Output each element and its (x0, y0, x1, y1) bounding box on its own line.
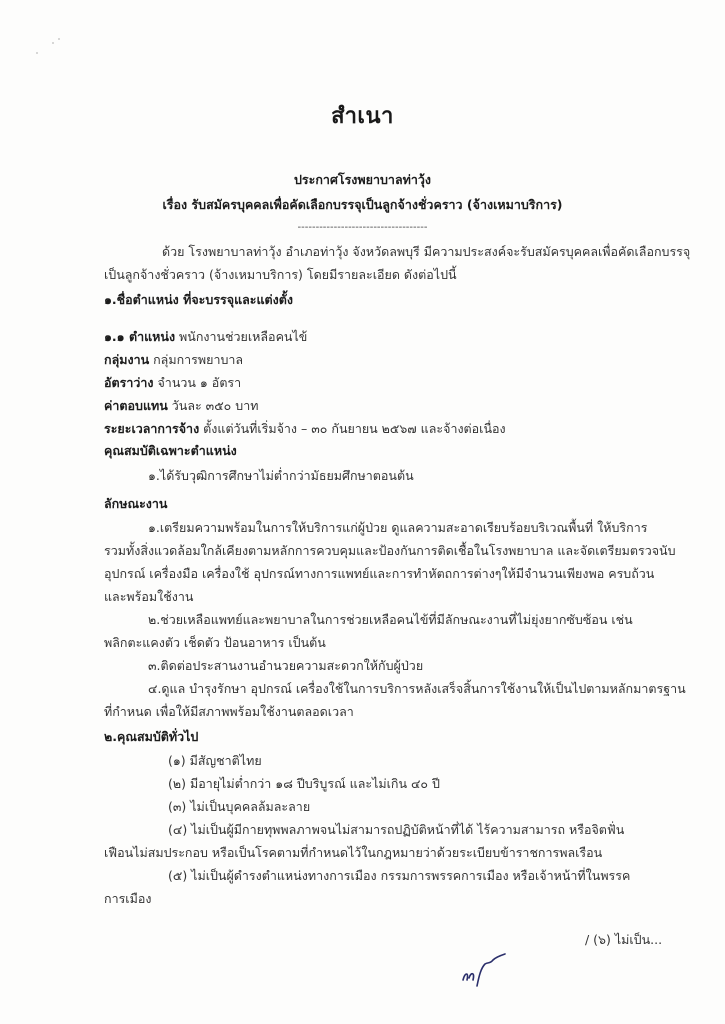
scan-speck (36, 52, 38, 54)
qualification-item: ๑.ได้รับวุฒิการศึกษาไม่ต่ำกว่ามัธยมศึกษาตอนต้น (148, 468, 414, 483)
section-1-heading: ๑.ชื่อตำแหน่ง ที่จะบรรจุและแต่งตั้ง (104, 292, 294, 307)
duty-item-cont: พลิกตะแคงตัว เช็ดตัว ป้อนอาหาร เป็นต้น (104, 635, 326, 650)
general-qualification-item: (๒) มีอายุไม่ต่ำกว่า ๑๘ ปีบริบูรณ์ และไม่เกิน ๔๐ ปี (168, 776, 440, 791)
general-qualification-cont: การเมือง (104, 891, 152, 906)
intro-line: เป็นลูกจ้างชั่วคราว (จ้างเหมาบริการ) โดยมีรายละเอียด ดังต่อไปนี้ (104, 267, 457, 282)
position-row (104, 329, 307, 345)
announcement-title: ประกาศโรงพยาบาลท่าวุ้ง (294, 172, 431, 187)
general-qualification-item: (๕) ไม่เป็นผู้ดำรงตำแหน่งทางการเมือง กรรมการพรรคการเมือง หรือเจ้าหน้าที่ในพรรค (168, 868, 631, 883)
continuation-note: / (๖) ไม่เป็น... (585, 932, 663, 947)
scan-speck (58, 38, 60, 40)
announcement-subject: เรื่อง รับสมัครบุคคลเพื่อคัดเลือกบรรจุเป็นลูกจ้างชั่วคราว (จ้างเหมาบริการ) (162, 197, 563, 212)
duty-item: ๓.ติดต่อประสานงานอำนวยความสะดวกให้กับผู้ป่วย (148, 658, 424, 673)
general-qualification-item: (๔) ไม่เป็นผู้มีกายทุพพลภาพจนไม่สามารถปฏิบัติหน้าที่ได้ ไร้ความสามารถ หรือจิตฟั่น (168, 822, 625, 837)
period-label: ระยะเวลาการจ้าง (104, 421, 200, 436)
duty-item-cont: และพร้อมใช้งาน (104, 589, 194, 604)
specific-qualifications-heading: คุณสมบัติเฉพาะตำแหน่ง (104, 443, 237, 458)
duty-item-cont: รวมทั้งสิ่งแวดล้อมใกล้เคียงตามหลักการควบคุมและป้องกันการติดเชื้อในโรงพยาบาล และจัดเตรียมตรวจนับ (104, 543, 676, 558)
group-value: กลุ่มการพยาบาล (149, 352, 244, 367)
duties-heading: ลักษณะงาน (104, 496, 168, 511)
scan-speck (52, 42, 54, 44)
group-label: กลุ่มงาน (104, 352, 150, 367)
wage-label: ค่าตอบแทน (104, 398, 168, 413)
duty-item: ๒.ช่วยเหลือแพทย์และพยาบาลในการช่วยเหลือคนไข้ที่มีลักษณะงานที่ไม่ยุ่งยากซับซ้อน เช่น (148, 612, 633, 627)
duty-item: ๔.ดูแล บำรุงรักษา อุปกรณ์ เครื่องใช้ในการบริการหลังเสร็จสิ้นการใช้งานให้เป็นไปตามหลักมาตรฐาน (148, 681, 686, 696)
vacancy-value: จำนวน ๑ อัตรา (153, 375, 242, 390)
duty-item: ๑.เตรียมความพร้อมในการให้บริการแก่ผู้ป่วย ดูแลความสะอาดเรียบร้อยบริเวณพื้นที่ ให้บริการ (148, 520, 648, 535)
vacancy-row (104, 375, 241, 391)
wage-row (104, 398, 258, 414)
signature-icon (455, 950, 525, 990)
duty-item-cont: ที่กำหนด เพื่อให้มีสภาพพร้อมใช้งานตลอดเวลา (104, 704, 354, 719)
copy-stamp-title: สำเนา (331, 104, 394, 129)
position-value: พนักงานช่วยเหลือคนไข้ (175, 329, 308, 344)
period-row (104, 421, 506, 437)
group-row (104, 352, 243, 368)
separator-line: ------------------------------------ (297, 222, 428, 233)
wage-value: วันละ ๓๕๐ บาท (167, 398, 259, 413)
vacancy-label: อัตราว่าง (104, 375, 154, 390)
duty-item-cont: อุปกรณ์ เครื่องมือ เครื่องใช้ อุปกรณ์ทางการแพทย์และการทำหัตถการต่างๆให้มีจำนวนเพียงพอ ครบถ้วน (104, 566, 655, 581)
position-label: ๑.๑ ตำแหน่ง (104, 329, 176, 344)
general-qualification-item: (๓) ไม่เป็นบุคคลล้มละลาย (168, 799, 311, 814)
period-value: ตั้งแต่วันที่เริ่มจ้าง – ๓๐ กันยายน ๒๕๖๗ และจ้างต่อเนื่อง (199, 421, 506, 436)
section-2-heading: ๒.คุณสมบัติทั่วไป (104, 729, 199, 744)
general-qualification-item: (๑) มีสัญชาติไทย (168, 753, 262, 768)
intro-line: ด้วย โรงพยาบาลท่าวุ้ง อำเภอท่าวุ้ง จังหวัดลพบุรี มีความประสงค์จะรับสมัครบุคคลเพื่อคัดเลือกบรรจุ (162, 244, 691, 259)
general-qualification-cont: เฟือนไม่สมประกอบ หรือเป็นโรคตามที่กำหนดไว้ในกฎหมายว่าด้วยระเบียบข้าราชการพลเรือน (104, 845, 603, 860)
